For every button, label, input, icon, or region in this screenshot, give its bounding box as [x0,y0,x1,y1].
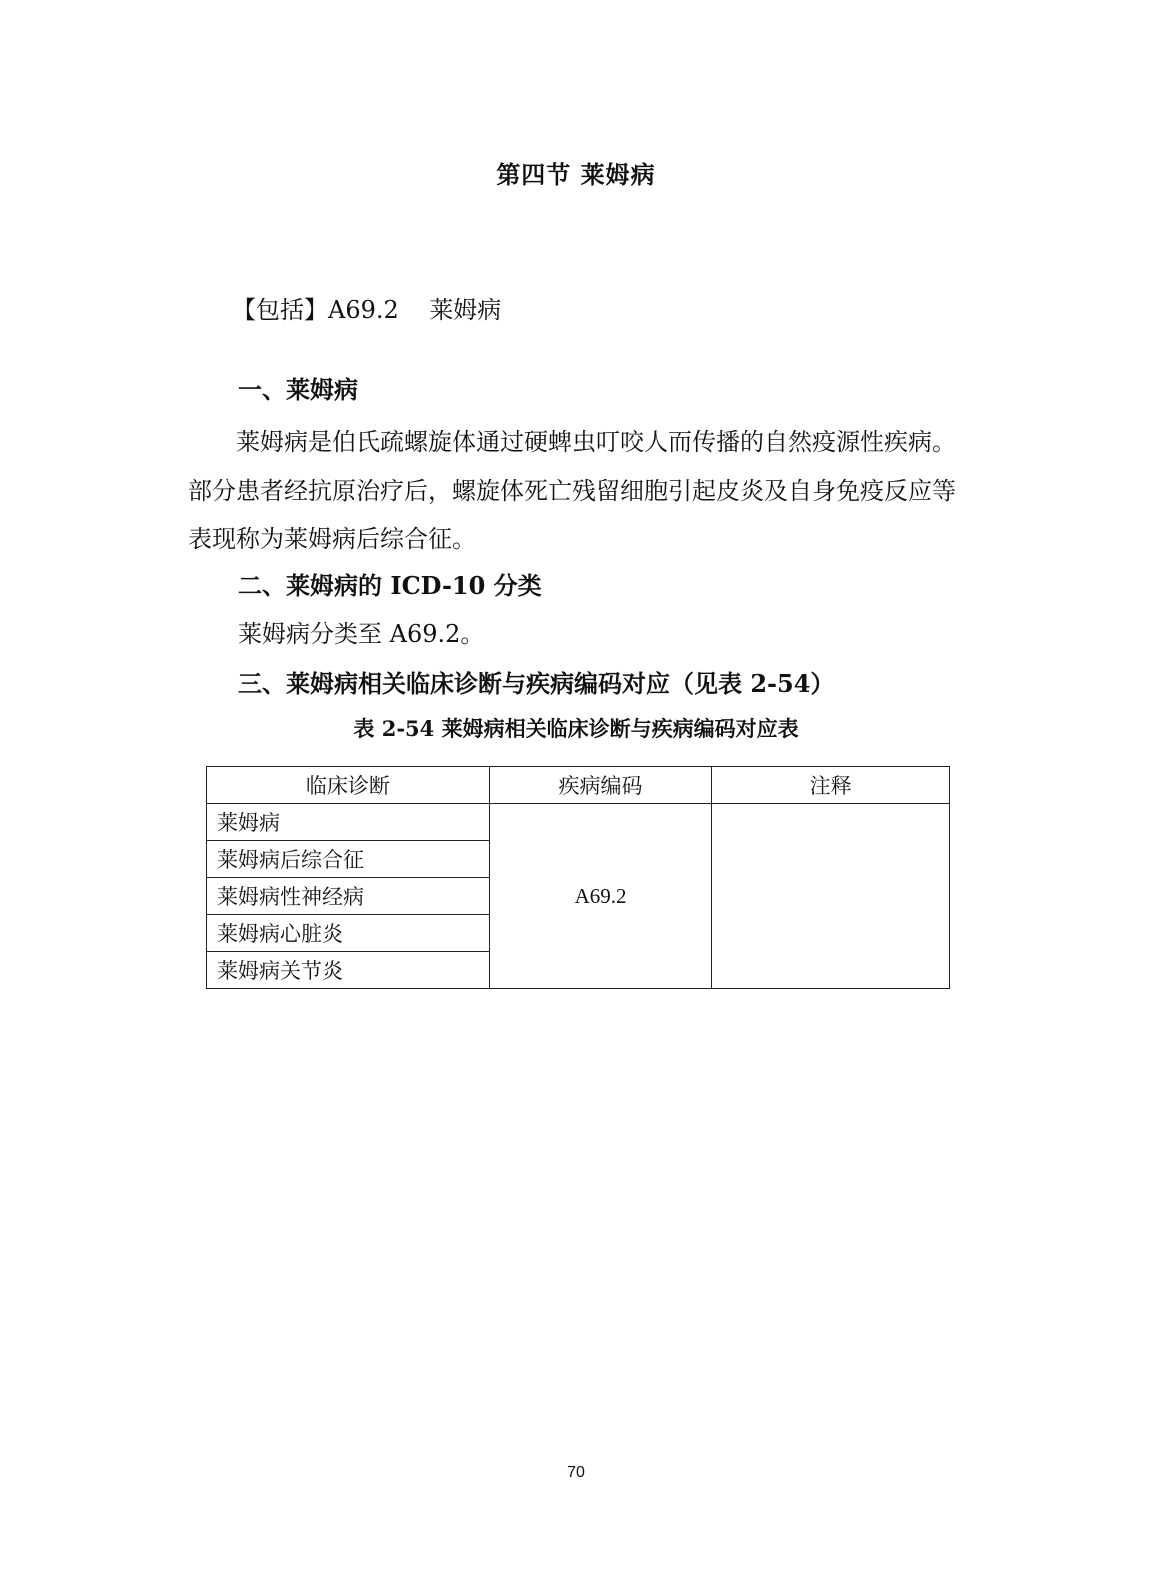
diagnosis-cell: 莱姆病 [207,804,490,841]
page-number: 70 [567,1464,585,1481]
header-code: 疾病编码 [489,767,712,804]
diagnosis-cell: 莱姆病心脏炎 [207,915,490,952]
table-row [207,804,950,841]
heading-1: 一、莱姆病 [238,375,358,404]
table-header-row [207,767,950,804]
section-title: 第四节 莱姆病 [496,160,656,189]
diagnosis-cell: 莱姆病关节炎 [207,952,490,989]
note-cell [712,804,950,989]
code-cell: A69.2 [489,804,712,989]
heading-3: 三、莱姆病相关临床诊断与疾病编码对应（见表 2-54） [238,669,835,698]
diagnosis-code-table [206,766,950,989]
diagnosis-cell: 莱姆病性神经病 [207,878,490,915]
paragraph-classification: 莱姆病分类至 A69.2。 [238,620,485,648]
header-diagnosis: 临床诊断 [207,767,490,804]
header-note: 注释 [712,767,950,804]
diagnosis-cell: 莱姆病后综合征 [207,841,490,878]
heading-2: 二、莱姆病的 ICD-10 分类 [238,571,542,600]
paragraph-definition: 莱姆病是伯氏疏螺旋体通过硬蜱虫叮咬人而传播的自然疫源性疾病。部分患者经抗原治疗后，螺旋体死亡残留细胞引起皮炎及自身免疫反应等表现称为莱姆病后综合征。 [188,428,956,553]
table-caption: 表 2-54 莱姆病相关临床诊断与疾病编码对应表 [353,716,799,741]
include-line: 【包括】A69.2 莱姆病 [232,296,502,324]
